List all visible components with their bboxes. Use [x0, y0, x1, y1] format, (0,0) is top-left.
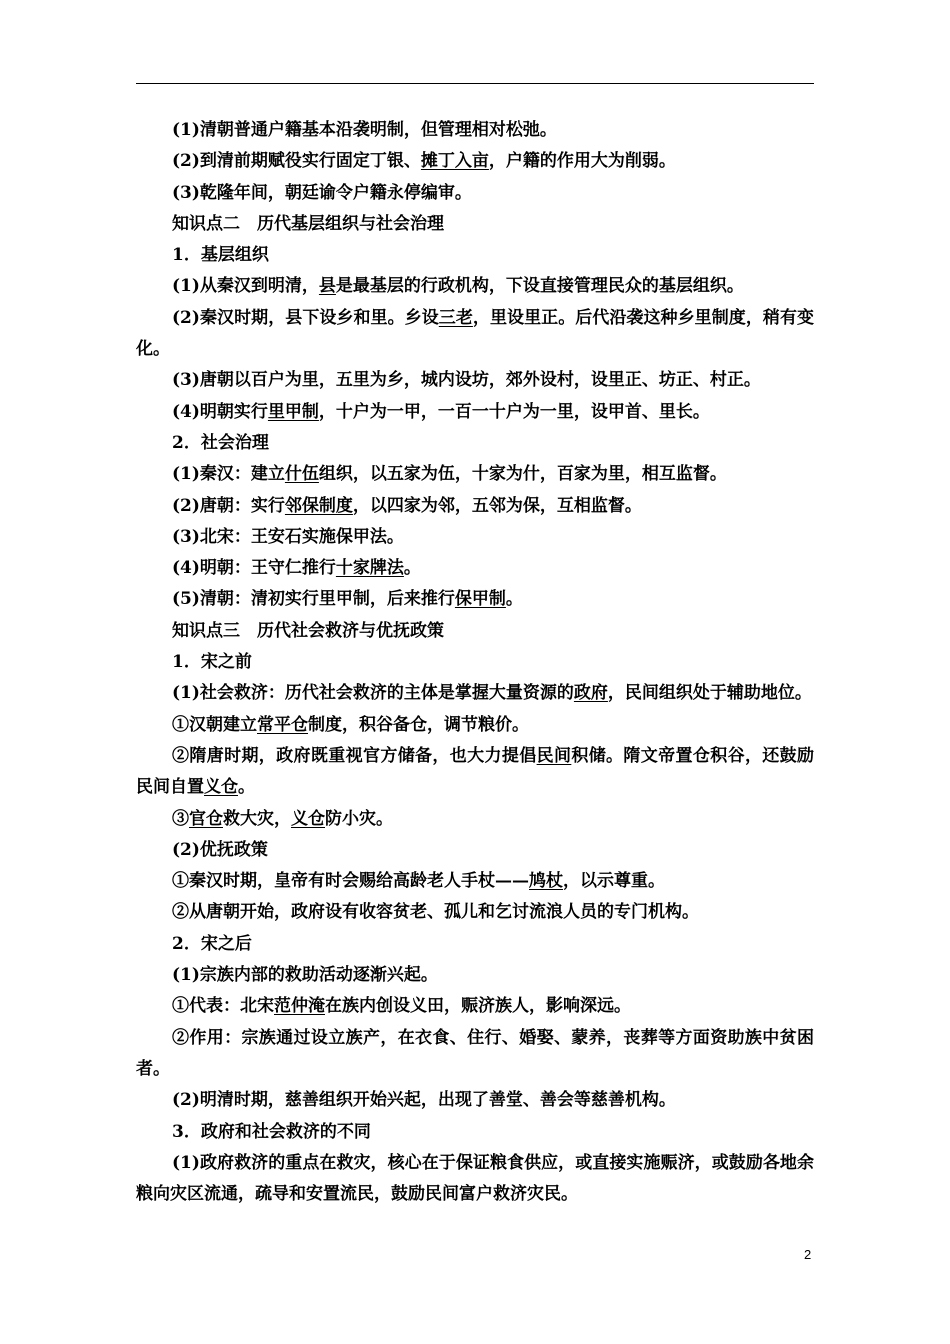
text-run: (2)到清前期赋役实行固定丁银、	[172, 151, 421, 172]
text-run: 。	[238, 777, 255, 798]
paragraph	[136, 553, 814, 584]
text-run: (1)秦汉：建立	[172, 464, 285, 485]
text-run: ，十户为一甲，一百一十户为一里，设甲首、里长。	[318, 401, 710, 422]
underlined-keyword: 义仓	[291, 808, 325, 829]
text-run: ②作用：宗族通过设立族产，在衣食、住行、婚娶、蒙养，丧葬等方面资助族中贫困者。	[136, 1027, 814, 1079]
paragraph	[136, 1148, 814, 1211]
text-run: ，户籍的作用大为削弱。	[488, 151, 676, 172]
text-run: ①代表：北宋	[172, 996, 274, 1017]
text-run: 1．基层组织	[172, 245, 269, 266]
paragraph	[136, 991, 814, 1022]
paragraph	[136, 647, 814, 678]
paragraph	[136, 178, 814, 209]
text-run: 。	[403, 558, 421, 579]
paragraph	[136, 115, 814, 146]
paragraph	[136, 866, 814, 897]
text-run: 知识点三 历代社会救济与优抚政策	[172, 620, 444, 641]
document-body	[136, 115, 814, 1210]
underlined-keyword: 保甲制	[454, 589, 506, 610]
text-run: (2)优抚政策	[172, 839, 268, 860]
paragraph	[136, 1117, 814, 1148]
text-run: 是最基层的行政机构，下设直接管理民众的基层组织。	[335, 276, 744, 297]
paragraph	[136, 804, 814, 835]
paragraph	[136, 209, 814, 240]
text-run: 防小灾。	[325, 808, 393, 829]
paragraph	[136, 365, 814, 396]
text-run: 在族内创设义田，赈济族人，影响深远。	[325, 996, 631, 1017]
text-run: (3)北宋：王安石实施保甲法。	[172, 526, 404, 547]
underlined-keyword: 三老	[438, 307, 473, 328]
text-run: 组织，以五家为伍，十家为什，百家为里，相互监督。	[318, 464, 727, 485]
paragraph	[136, 146, 814, 177]
text-run: 1．宋之前	[172, 652, 252, 673]
text-run: 知识点二 历代基层组织与社会治理	[172, 213, 444, 234]
header-rule	[136, 83, 814, 84]
paragraph	[136, 584, 814, 615]
paragraph	[136, 929, 814, 960]
text-run: (1)清朝普通户籍基本沿袭明制，但管理相对松弛。	[172, 120, 557, 140]
underlined-keyword: 官仓	[189, 808, 223, 829]
underlined-keyword: 范仲淹	[274, 996, 325, 1017]
underlined-keyword: 鸠杖	[529, 871, 563, 892]
text-run: (3)唐朝以百户为里，五里为乡，城内设坊，郊外设村，设里正、坊正、村正。	[172, 370, 761, 391]
text-run: 救大灾，	[223, 808, 291, 829]
paragraph	[136, 303, 814, 366]
text-run: 2．社会治理	[172, 432, 269, 453]
paragraph	[136, 240, 814, 271]
paragraph	[136, 459, 814, 490]
paragraph	[136, 397, 814, 428]
paragraph	[136, 1023, 814, 1086]
text-run: ，以示尊重。	[563, 871, 665, 892]
paragraph	[136, 710, 814, 741]
text-run: ②从唐朝开始，政府设有收容贫老、孤儿和乞讨流浪人员的专门机构。	[172, 902, 699, 923]
underlined-keyword: 十家牌法	[335, 558, 404, 579]
underlined-keyword: 县	[318, 276, 336, 297]
underlined-keyword: 政府	[573, 683, 608, 704]
underlined-keyword: 义仓	[204, 777, 238, 798]
paragraph	[136, 522, 814, 553]
paragraph	[136, 1085, 814, 1116]
text-run: 2．宋之后	[172, 933, 252, 954]
text-run: (5)清朝：清初实行里甲制，后来推行	[172, 589, 455, 610]
paragraph	[136, 741, 814, 804]
text-run: ①汉朝建立	[172, 714, 257, 735]
paragraph	[136, 428, 814, 459]
text-run: (1)政府救济的重点在救灾，核心在于保证粮食供应，或直接实施赈济，或鼓励各地余粮向灾区流通，疏导和安置流民，鼓励民间富户救济灾民。	[136, 1152, 814, 1205]
underlined-keyword: 邻保制度	[284, 495, 353, 516]
text-run: (1)宗族内部的救助活动逐渐兴起。	[172, 965, 438, 986]
text-run: 。	[505, 589, 523, 610]
paragraph	[136, 835, 814, 866]
paragraph	[136, 491, 814, 522]
text-run: (1)社会救济：历代社会救济的主体是掌握大量资源的	[172, 683, 574, 704]
underlined-keyword: 摊丁入亩	[420, 151, 489, 172]
text-run: 制度，积谷备仓，调节粮价。	[308, 714, 529, 735]
underlined-keyword: 里甲制	[267, 401, 319, 422]
underlined-keyword: 民间	[536, 745, 572, 766]
text-run: (1)从秦汉到明清，	[172, 276, 319, 297]
text-run: (4)明朝实行	[172, 401, 268, 422]
text-run: ，以四家为邻，五邻为保，互相监督。	[352, 495, 642, 516]
text-run: (4)明朝：王守仁推行	[172, 558, 336, 579]
text-run: (3)乾隆年间，朝廷谕令户籍永停编审。	[172, 182, 472, 203]
text-run: 积储。隋文帝置仓积谷，还鼓励民间自置	[136, 745, 815, 798]
paragraph	[136, 616, 814, 647]
text-run: 3．政府和社会救济的不同	[172, 1121, 371, 1142]
text-run: (2)秦汉时期，县下设乡和里。乡设	[172, 307, 439, 328]
text-run: ，民间组织处于辅助地位。	[607, 683, 812, 704]
text-run: ③	[172, 808, 189, 829]
text-run: (2)明清时期，慈善组织开始兴起，出现了善堂、善会等慈善机构。	[172, 1090, 676, 1111]
paragraph	[136, 678, 814, 709]
text-run: (2)唐朝：实行	[172, 495, 285, 516]
underlined-keyword: 什伍	[284, 464, 319, 485]
paragraph	[136, 271, 814, 302]
paragraph	[136, 897, 814, 928]
text-run: ①秦汉时期，皇帝有时会赐给高龄老人手杖——	[172, 871, 529, 892]
paragraph	[136, 960, 814, 991]
page-number: 2	[804, 1247, 812, 1262]
text-run: ，里设里正。后代沿袭这种乡里制度，稍有变化。	[136, 307, 815, 360]
underlined-keyword: 常平仓	[257, 714, 308, 735]
text-run: ②隋唐时期，政府既重视官方储备，也大力提倡	[172, 745, 537, 766]
